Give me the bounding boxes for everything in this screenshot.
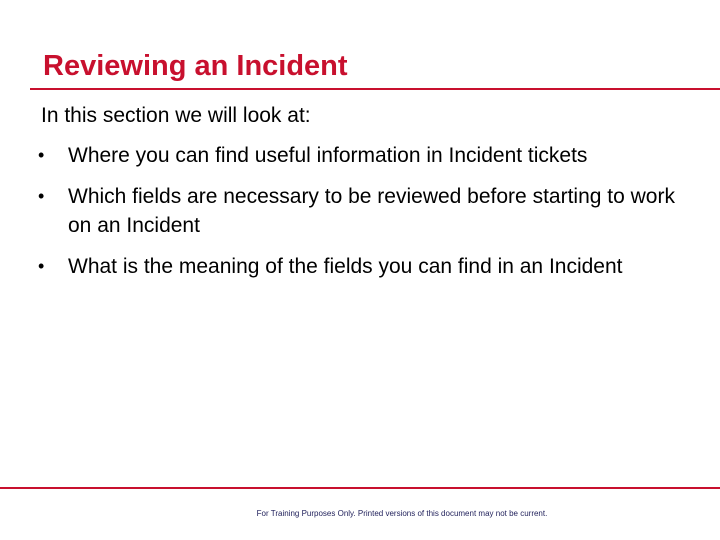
bullet-item bbox=[32, 182, 692, 240]
footer-divider bbox=[0, 487, 720, 489]
bullet-text: What is the meaning of the fields you can find in an Incident bbox=[68, 255, 623, 278]
bullet-item bbox=[32, 252, 692, 281]
footer-disclaimer: For Training Purposes Only. Printed versions of this document may not be current. bbox=[256, 509, 548, 518]
bullet-icon: • bbox=[38, 145, 45, 165]
bullet-item bbox=[32, 141, 692, 170]
bullet-icon: • bbox=[38, 256, 45, 276]
title-divider bbox=[30, 88, 720, 90]
bullet-text: Where you can find useful information in Incident tickets bbox=[68, 144, 588, 167]
intro-text: In this section we will look at: bbox=[41, 104, 311, 127]
bullet-icon: • bbox=[38, 186, 45, 206]
bullet-text: Which fields are necessary to be reviewed before starting to work on an Incident bbox=[68, 185, 675, 237]
bullet-list bbox=[32, 141, 692, 293]
slide-title: Reviewing an Incident bbox=[43, 50, 348, 82]
